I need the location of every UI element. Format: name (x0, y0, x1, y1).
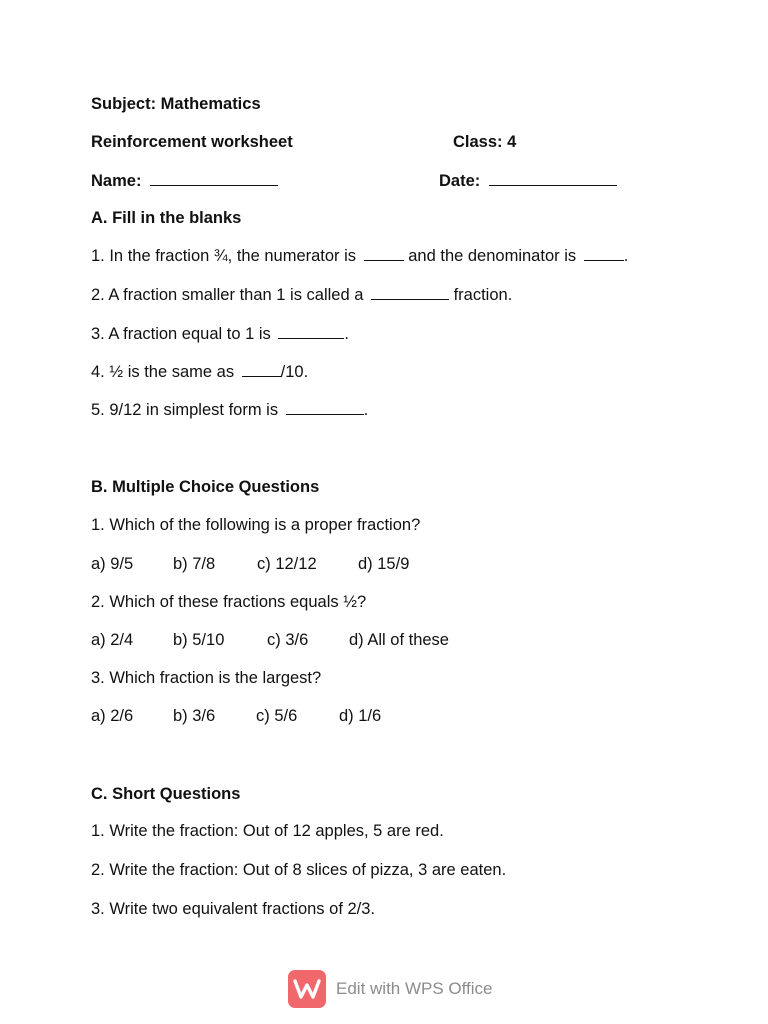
fill-q1-blank-2 (584, 246, 624, 261)
short-question-2: 2. Write the fraction: Out of 8 slices of pizza, 3 are eaten. (91, 861, 507, 879)
mcq-3-option-a: a) 2/6 (91, 707, 134, 725)
mcq-options-3 (91, 705, 381, 727)
mcq-question-1: 1. Which of the following is a proper fraction? (91, 516, 421, 534)
fill-q2-text-2: fraction. (453, 286, 513, 304)
fill-q2-text-1: 2. A fraction smaller than 1 is called a (91, 286, 364, 304)
date-field (439, 170, 617, 192)
fill-question-3 (91, 323, 349, 345)
mcq-3-option-c: c) 5/6 (256, 707, 298, 725)
fill-q5-text-1: 5. 9/12 in simplest form is (91, 401, 279, 419)
wps-w-icon (293, 978, 321, 1000)
fill-q2-blank (371, 285, 449, 300)
fill-question-1 (91, 245, 628, 267)
fill-q3-text-2: . (344, 325, 349, 343)
mcq-1-option-b: b) 7/8 (173, 555, 216, 573)
wps-logo-icon[interactable] (288, 970, 326, 1008)
mcq-question-3: 3. Which fraction is the largest? (91, 669, 322, 687)
mcq-1-option-d: d) 15/9 (358, 555, 410, 573)
short-question-1: 1. Write the fraction: Out of 12 apples, 5 are red. (91, 822, 444, 840)
fill-q4-text-2: /10. (280, 363, 309, 381)
fill-q4-blank (242, 362, 281, 377)
fill-q1-text-3: . (623, 247, 629, 265)
fill-question-2 (91, 284, 512, 306)
fill-question-5 (91, 399, 368, 421)
name-blank (150, 171, 278, 186)
mcq-options-1 (91, 553, 409, 575)
mcq-2-option-b: b) 5/10 (173, 631, 225, 649)
fill-q3-blank (278, 324, 344, 339)
wps-edit-label[interactable]: Edit with WPS Office (336, 979, 493, 998)
fill-q5-blank (286, 400, 364, 415)
name-field (91, 170, 278, 192)
date-label: Date: (439, 172, 481, 190)
short-question-3: 3. Write two equivalent fractions of 2/3. (91, 900, 376, 918)
section-c-title: C. Short Questions (91, 785, 241, 803)
subject-line: Subject: Mathematics (91, 95, 261, 113)
mcq-3-option-b: b) 3/6 (173, 707, 216, 725)
mcq-3-option-d: d) 1/6 (339, 707, 382, 725)
fill-q1-text-2: and the denominator is (408, 247, 577, 265)
mcq-2-option-d: d) All of these (349, 631, 449, 649)
fill-q3-text-1: 3. A fraction equal to 1 is (91, 325, 271, 343)
mcq-options-2 (91, 629, 449, 651)
date-blank (489, 171, 617, 186)
class-label: Class: 4 (453, 133, 517, 151)
fill-q1-text-1: 1. In the fraction ¾, the numerator is (91, 247, 357, 265)
mcq-2-option-a: a) 2/4 (91, 631, 134, 649)
mcq-2-option-c: c) 3/6 (267, 631, 309, 649)
name-label: Name: (91, 172, 142, 190)
fill-q4-text-1: 4. ½ is the same as (91, 363, 235, 381)
worksheet-title: Reinforcement worksheet (91, 133, 293, 151)
fill-q1-blank-1 (364, 246, 404, 261)
mcq-1-option-c: c) 12/12 (257, 555, 317, 573)
fill-question-4 (91, 361, 308, 383)
section-b-title: B. Multiple Choice Questions (91, 478, 320, 496)
wps-edit-banner[interactable] (288, 969, 493, 1009)
mcq-question-2: 2. Which of these fractions equals ½? (91, 593, 367, 611)
mcq-1-option-a: a) 9/5 (91, 555, 134, 573)
fill-q5-text-2: . (363, 401, 369, 419)
section-a-title: A. Fill in the blanks (91, 209, 242, 227)
